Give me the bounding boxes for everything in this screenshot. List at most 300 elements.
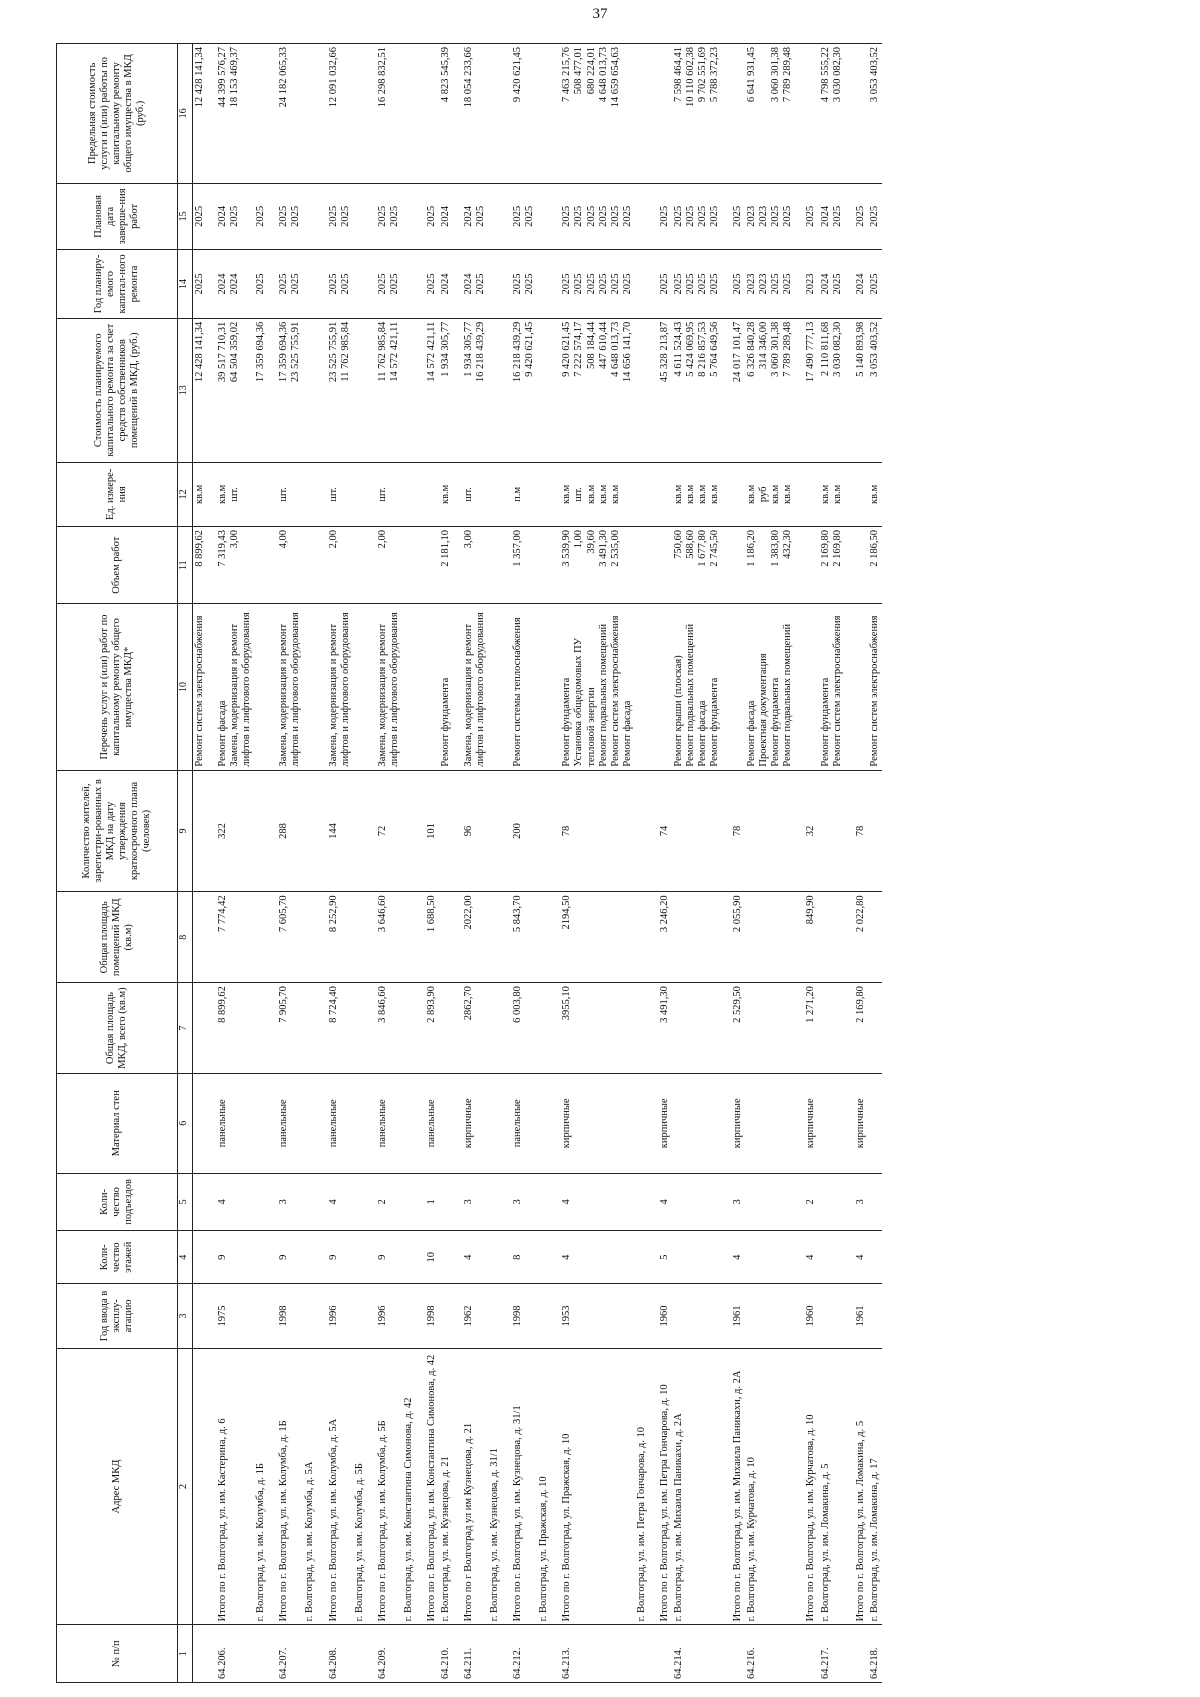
cell-line: 680 224,01	[585, 47, 597, 95]
cell-due	[402, 183, 416, 249]
cell-n: 64.214.	[672, 1625, 722, 1683]
cell-line: кв.м	[194, 484, 205, 504]
cell-line: Замена, модернизация и ремонт лифтов и лифтового оборудования	[327, 612, 351, 767]
cell-line: 1 357,00	[512, 529, 524, 567]
cell-line: 1 934 305,77	[463, 321, 474, 377]
cell-works	[819, 604, 845, 770]
cell-floors: 5	[649, 1231, 672, 1284]
cell-works	[439, 604, 453, 770]
cell-cost	[868, 318, 882, 462]
column-number: 10	[178, 604, 193, 770]
cell-line: 2024	[229, 273, 241, 295]
cell-yr	[722, 250, 745, 319]
cell-addr: Итого по г. Волгоград, ул. им. Колумба, д. 5А	[318, 1348, 353, 1625]
cell-people: 78	[845, 770, 868, 892]
column-header: Год ввода в эксплу-атацию	[57, 1284, 178, 1348]
cell-floors: 4	[551, 1231, 634, 1284]
cell-line: 2025	[831, 205, 843, 227]
cell-line: 8 216 857,53	[697, 321, 708, 377]
cell-line: 2025	[585, 205, 597, 227]
cell-limit	[488, 44, 502, 184]
cell-line: 2023	[758, 273, 770, 295]
cell-line	[758, 530, 770, 601]
cell-year: 1960	[795, 1284, 818, 1348]
cell-line: 2024	[439, 205, 451, 227]
cell-line: 6 326 840,28	[746, 321, 758, 377]
cell-line: 24 017 101,47	[732, 321, 744, 383]
cell-unit	[318, 462, 353, 526]
cell-line: 12 091 032,66	[327, 47, 339, 108]
cell-line: 2 535,00	[609, 529, 621, 567]
table-row	[488, 44, 502, 1683]
cell-yr	[353, 250, 367, 319]
cell-line: кв.м	[782, 484, 794, 504]
cell-line: кв.м	[697, 484, 708, 504]
cell-year: 1961	[845, 1284, 868, 1348]
cell-line: Ремонт систем электроснабжения	[868, 615, 880, 767]
column-header: Стоимость планируемого капитального ремонта за счет средств собственников помещений в МКД, (руб.)	[57, 318, 178, 462]
cell-people: 72	[367, 770, 402, 892]
cell-yr	[303, 250, 317, 319]
cell-line	[758, 47, 770, 180]
cell-line: п.м	[512, 486, 524, 502]
cell-walls: кирпичные	[649, 1073, 672, 1173]
cell-line: Ремонт систем электроснабжения	[609, 615, 621, 767]
cell-line: 1,00	[573, 529, 585, 549]
cell-line: 2025	[388, 205, 400, 227]
cell-line: 11 762 985,84	[339, 321, 351, 382]
cell-walls: панельные	[207, 1073, 254, 1173]
cell-line: 2 181,10	[439, 529, 451, 567]
cell-line: 1 186,20	[746, 529, 758, 567]
cell-walls: панельные	[416, 1073, 439, 1173]
cell-area: 3955,10	[551, 983, 634, 1074]
cell-line: 12 428 141,34	[194, 47, 205, 108]
cell-line: 9 420 621,45	[512, 47, 524, 103]
cell-area	[402, 983, 416, 1074]
cell-line: Ремонт фундамента	[819, 677, 831, 767]
column-header: Предельная стоимость услуги и (или) работы по капитальному ремонту общего имущества в МКД (руб.)	[57, 44, 178, 184]
cell-area2: 2194,50	[551, 892, 634, 983]
cell-limit	[819, 44, 845, 184]
column-header: Количество жителей, зарегистри-рованных в МКД на дату утверждения краткосрочного плана (человек)	[57, 770, 178, 892]
cell-people: 101	[416, 770, 439, 892]
column-number: 5	[178, 1173, 193, 1231]
cell-unit	[795, 462, 818, 526]
cell-addr: Итого по г Волгоград ул им Кузнецова, д. 21	[453, 1348, 488, 1625]
column-number: 13	[178, 318, 193, 462]
cell-entr: 4	[649, 1173, 672, 1231]
cell-line: 2 745,50	[709, 529, 721, 567]
cell-addr: г. Волгоград, ул. им. Колумба, д. 5Б	[353, 1348, 367, 1625]
cell-line: кв.м	[684, 484, 696, 504]
cell-people: 96	[453, 770, 488, 892]
cell-limit	[649, 44, 672, 184]
cell-line: 2025	[770, 205, 782, 227]
cell-line: 2025	[255, 273, 267, 295]
cell-line: 3,00	[463, 529, 474, 549]
cell-volume	[745, 526, 795, 604]
cell-cost	[439, 318, 453, 462]
cell-yr	[193, 250, 208, 319]
cell-volume	[367, 526, 402, 604]
cell-area: 2 169,80	[845, 983, 868, 1074]
cell-line: 2025	[229, 205, 241, 227]
column-number: 7	[178, 983, 193, 1074]
cell-line: 2025	[573, 205, 585, 227]
column-number: 9	[178, 770, 193, 892]
cell-line: кв.м	[609, 484, 621, 504]
cell-volume	[268, 526, 303, 604]
cell-line: 2025	[697, 273, 708, 295]
cell-line: 3 030 082,30	[831, 47, 843, 103]
cell-yr	[502, 250, 537, 319]
cell-due	[502, 183, 537, 249]
cell-entr	[193, 1173, 208, 1231]
cell-year: 1960	[649, 1284, 672, 1348]
cell-entr: 4	[551, 1173, 634, 1231]
cell-line: 2025	[561, 205, 573, 227]
cell-area: 2 529,50	[722, 983, 745, 1074]
cell-volume	[537, 526, 551, 604]
cell-people	[672, 770, 722, 892]
cell-people	[193, 770, 208, 892]
cell-cost	[303, 318, 317, 462]
cell-unit	[502, 462, 537, 526]
cell-line: 2025	[684, 273, 696, 295]
cell-unit	[303, 462, 317, 526]
cell-area2: 849,90	[795, 892, 818, 983]
table-row	[722, 44, 745, 1683]
cell-year	[193, 1284, 208, 1348]
cell-walls: панельные	[367, 1073, 402, 1173]
cell-limit	[439, 44, 453, 184]
table-row	[318, 44, 353, 1683]
cell-entr: 3	[502, 1173, 537, 1231]
cell-line: 2025	[597, 205, 609, 227]
cell-cost	[795, 318, 818, 462]
cell-addr: Итого по г. Волгоград, ул. Пражская, д. 10	[551, 1348, 634, 1625]
cell-line: Замена, модернизация и ремонт лифтов и лифтового оборудования	[376, 612, 400, 767]
cell-line: 2025	[278, 273, 290, 295]
cell-yr	[868, 250, 882, 319]
cell-works	[649, 604, 672, 770]
cell-n: 64.208.	[318, 1625, 353, 1683]
cell-line: 2025	[805, 205, 817, 227]
cell-due	[193, 183, 208, 249]
cell-area2: 8 252,90	[318, 892, 353, 983]
cell-year	[402, 1284, 416, 1348]
cell-area	[537, 983, 551, 1074]
cell-works	[635, 604, 649, 770]
cell-works	[502, 604, 537, 770]
cell-line: 24 182 065,33	[278, 47, 290, 108]
cell-line: 2025	[388, 273, 400, 295]
column-header: Общая площадь помещений МКД (кв.м)	[57, 892, 178, 983]
cell-yr	[795, 250, 818, 319]
cell-n: 64.211.	[453, 1625, 488, 1683]
column-number: 12	[178, 462, 193, 526]
cell-yr	[745, 250, 795, 319]
cell-line: 1 677,80	[697, 529, 708, 567]
cell-line: 2025	[194, 273, 205, 295]
cell-addr: Итого по г. Волгоград, ул. им. Колумба, д. 1Б	[268, 1348, 303, 1625]
cell-addr: Итого по г. Волгоград, ул. им. Кузнецова, д. 31/1	[502, 1348, 537, 1625]
cell-line: Ремонт фундамента	[770, 677, 782, 767]
cell-people: 74	[649, 770, 672, 892]
cell-line: 4,00	[278, 529, 290, 549]
table-row	[635, 44, 649, 1683]
cell-line: 2025	[709, 273, 721, 295]
cell-volume	[722, 526, 745, 604]
cell-area2: 5 843,70	[502, 892, 537, 983]
cell-line: 2024	[439, 273, 451, 295]
cell-area2: 7 774,42	[207, 892, 254, 983]
column-number: 1	[178, 1625, 193, 1683]
cell-addr: Итого по г. Волгоград, ул. им. Курчатова, д. 10	[795, 1348, 818, 1625]
cell-line: 2025	[732, 205, 744, 227]
column-header: Объем работ	[57, 526, 178, 604]
cell-line: 2025	[290, 205, 302, 227]
cell-limit	[193, 44, 208, 184]
cell-volume	[672, 526, 722, 604]
cell-works	[193, 604, 208, 770]
cell-line: 2025	[339, 273, 351, 295]
cell-area2: 2 022,80	[845, 892, 868, 983]
cell-line: 2025	[339, 205, 351, 227]
cell-walls	[745, 1073, 795, 1173]
cell-floors	[635, 1231, 649, 1284]
cell-line: 1 934 305,77	[439, 321, 451, 377]
cell-line: кв.м	[868, 484, 880, 504]
table-row	[819, 44, 845, 1683]
cell-yr	[453, 250, 488, 319]
cell-line: 11 762 985,84	[376, 321, 388, 382]
cell-works	[868, 604, 882, 770]
cell-line: 5 764 649,56	[709, 321, 721, 377]
cell-due	[416, 183, 439, 249]
cell-line: кв.м	[217, 484, 229, 504]
cell-line: 2025	[376, 273, 388, 295]
table-body	[193, 44, 882, 1683]
cell-people	[488, 770, 502, 892]
cell-due	[318, 183, 353, 249]
cell-line: 2024	[854, 273, 866, 295]
cell-line: Проектная документация	[758, 653, 770, 767]
cell-works	[551, 604, 634, 770]
cell-line: кв.м	[831, 484, 843, 504]
cell-line: 2025	[709, 205, 721, 227]
cell-line: 44 399 576,27	[217, 47, 229, 108]
cell-people	[353, 770, 367, 892]
cell-line: 7 222 574,17	[573, 321, 585, 377]
cell-line: 5 424 069,95	[684, 321, 696, 377]
cell-year: 1953	[551, 1284, 634, 1348]
cell-line: кв.м	[746, 484, 758, 504]
cell-line: 3 060 301,38	[770, 321, 782, 377]
cell-line: 2025	[376, 205, 388, 227]
cell-line: кв.м	[439, 484, 451, 504]
cell-volume	[416, 526, 439, 604]
cell-limit	[672, 44, 722, 184]
cell-line: 17 359 694,36	[278, 321, 290, 383]
cell-area	[439, 983, 453, 1074]
cell-limit	[868, 44, 882, 184]
cell-line: 2024	[217, 205, 229, 227]
table-row	[439, 44, 453, 1683]
cell-floors: 4	[722, 1231, 745, 1284]
cell-area2	[672, 892, 722, 983]
cell-volume	[353, 526, 367, 604]
table-row	[453, 44, 488, 1683]
cell-line: 16 218 439,29	[512, 321, 524, 383]
cell-line: Ремонт фундамента	[439, 677, 451, 767]
cell-line: 2 169,80	[819, 529, 831, 567]
cell-yr	[537, 250, 551, 319]
cell-n	[416, 1625, 439, 1683]
cell-line: 14 572 421,11	[425, 321, 437, 382]
cell-unit	[868, 462, 882, 526]
cell-line: 3 053 403,52	[868, 47, 880, 103]
cell-cost	[353, 318, 367, 462]
cell-addr: Итого по г. Волгоград, ул. им. Кастерина, д. 6	[207, 1348, 254, 1625]
cell-works	[254, 604, 268, 770]
cell-walls: кирпичные	[453, 1073, 488, 1173]
cell-yr	[649, 250, 672, 319]
column-header: Плановая дата заверше-ния работ	[57, 183, 178, 249]
cell-works	[353, 604, 367, 770]
cell-area: 3 491,30	[649, 983, 672, 1074]
cell-year: 1998	[502, 1284, 537, 1348]
cell-works	[488, 604, 502, 770]
cell-line: 18 054 233,66	[463, 47, 474, 108]
cell-n: 64.218.	[868, 1625, 882, 1683]
cell-limit	[416, 44, 439, 184]
cell-line: 588,60	[684, 529, 696, 559]
cell-floors: 9	[207, 1231, 254, 1284]
cell-year	[819, 1284, 845, 1348]
cell-line: 2025	[782, 205, 794, 227]
cell-line: 9 420 621,45	[524, 321, 536, 377]
cell-addr: Итого по г. Волгоград, ул. им. Михаила Паникахи, д. 2А	[722, 1348, 745, 1625]
cell-volume	[303, 526, 317, 604]
cell-floors	[439, 1231, 453, 1284]
cell-cost	[672, 318, 722, 462]
cell-line: Ремонт подвальных помещений	[782, 623, 794, 767]
cell-year	[353, 1284, 367, 1348]
cell-unit	[488, 462, 502, 526]
cell-line: 17 490 777,13	[805, 321, 817, 383]
cell-floors	[254, 1231, 268, 1284]
cell-line: 8 899,62	[194, 529, 205, 567]
cell-limit	[537, 44, 551, 184]
cell-yr	[635, 250, 649, 319]
cell-line: шт.	[376, 487, 388, 502]
cell-entr	[439, 1173, 453, 1231]
cell-due	[635, 183, 649, 249]
cell-due	[868, 183, 882, 249]
cell-unit	[745, 462, 795, 526]
cell-unit	[268, 462, 303, 526]
cell-yr	[416, 250, 439, 319]
cell-area: 8 724,40	[318, 983, 353, 1074]
cell-walls	[439, 1073, 453, 1173]
cell-line: 2025	[475, 205, 487, 227]
cell-works	[367, 604, 402, 770]
cell-works	[453, 604, 488, 770]
cell-line: 2025	[658, 205, 670, 227]
cell-line: кв.м	[672, 484, 684, 504]
cell-line: кв.м	[819, 484, 831, 504]
cell-people	[868, 770, 882, 892]
cell-unit	[439, 462, 453, 526]
cell-line: 2025	[573, 273, 585, 295]
cell-walls: кирпичные	[795, 1073, 818, 1173]
cell-line: 2025	[770, 273, 782, 295]
cell-year	[745, 1284, 795, 1348]
cell-works	[207, 604, 254, 770]
cell-unit	[649, 462, 672, 526]
cell-cost	[367, 318, 402, 462]
cell-limit	[453, 44, 488, 184]
cell-floors	[745, 1231, 795, 1284]
cell-unit	[367, 462, 402, 526]
cell-line: Ремонт системы теплоснабжения	[512, 617, 524, 767]
cell-unit	[353, 462, 367, 526]
cell-volume	[795, 526, 818, 604]
cell-limit	[367, 44, 402, 184]
cell-due	[845, 183, 868, 249]
cell-unit	[635, 462, 649, 526]
cell-line: Ремонт систем электроснабжения	[831, 615, 843, 767]
cell-addr	[193, 1348, 208, 1625]
cell-line: 2025	[831, 273, 843, 295]
cell-due	[303, 183, 317, 249]
column-number: 3	[178, 1284, 193, 1348]
cell-addr: г. Волгоград, ул. им. Колумба, д. 5А	[303, 1348, 317, 1625]
cell-line: 3 060 301,38	[770, 47, 782, 103]
cell-entr	[672, 1173, 722, 1231]
cell-walls	[635, 1073, 649, 1173]
table-row	[745, 44, 795, 1683]
cell-cost	[207, 318, 254, 462]
cell-n: 64.213.	[551, 1625, 634, 1683]
cell-line: 2025	[684, 205, 696, 227]
table-row	[353, 44, 367, 1683]
cell-people: 78	[722, 770, 745, 892]
cell-due	[745, 183, 795, 249]
cell-people: 200	[502, 770, 537, 892]
cell-line: 2 169,80	[831, 529, 843, 567]
cell-entr	[402, 1173, 416, 1231]
cell-line: шт.	[573, 487, 585, 502]
cell-line: 5 140 893,98	[854, 321, 866, 377]
cell-line: 23 525 755,91	[290, 321, 302, 383]
cell-cost	[254, 318, 268, 462]
cell-line: 2024	[463, 273, 474, 295]
cell-due	[268, 183, 303, 249]
cell-people	[254, 770, 268, 892]
cell-line: 2025	[658, 273, 670, 295]
cell-line: 314 346,00	[758, 321, 770, 370]
cell-line: 4 648 013,73	[597, 47, 609, 103]
cell-area	[635, 983, 649, 1074]
cell-floors: 4	[845, 1231, 868, 1284]
cell-line: 2025	[425, 205, 437, 227]
cell-walls	[819, 1073, 845, 1173]
cell-addr: г. Волгоград, ул. им. Кузнецова, д. 21	[439, 1348, 453, 1625]
cell-volume	[635, 526, 649, 604]
